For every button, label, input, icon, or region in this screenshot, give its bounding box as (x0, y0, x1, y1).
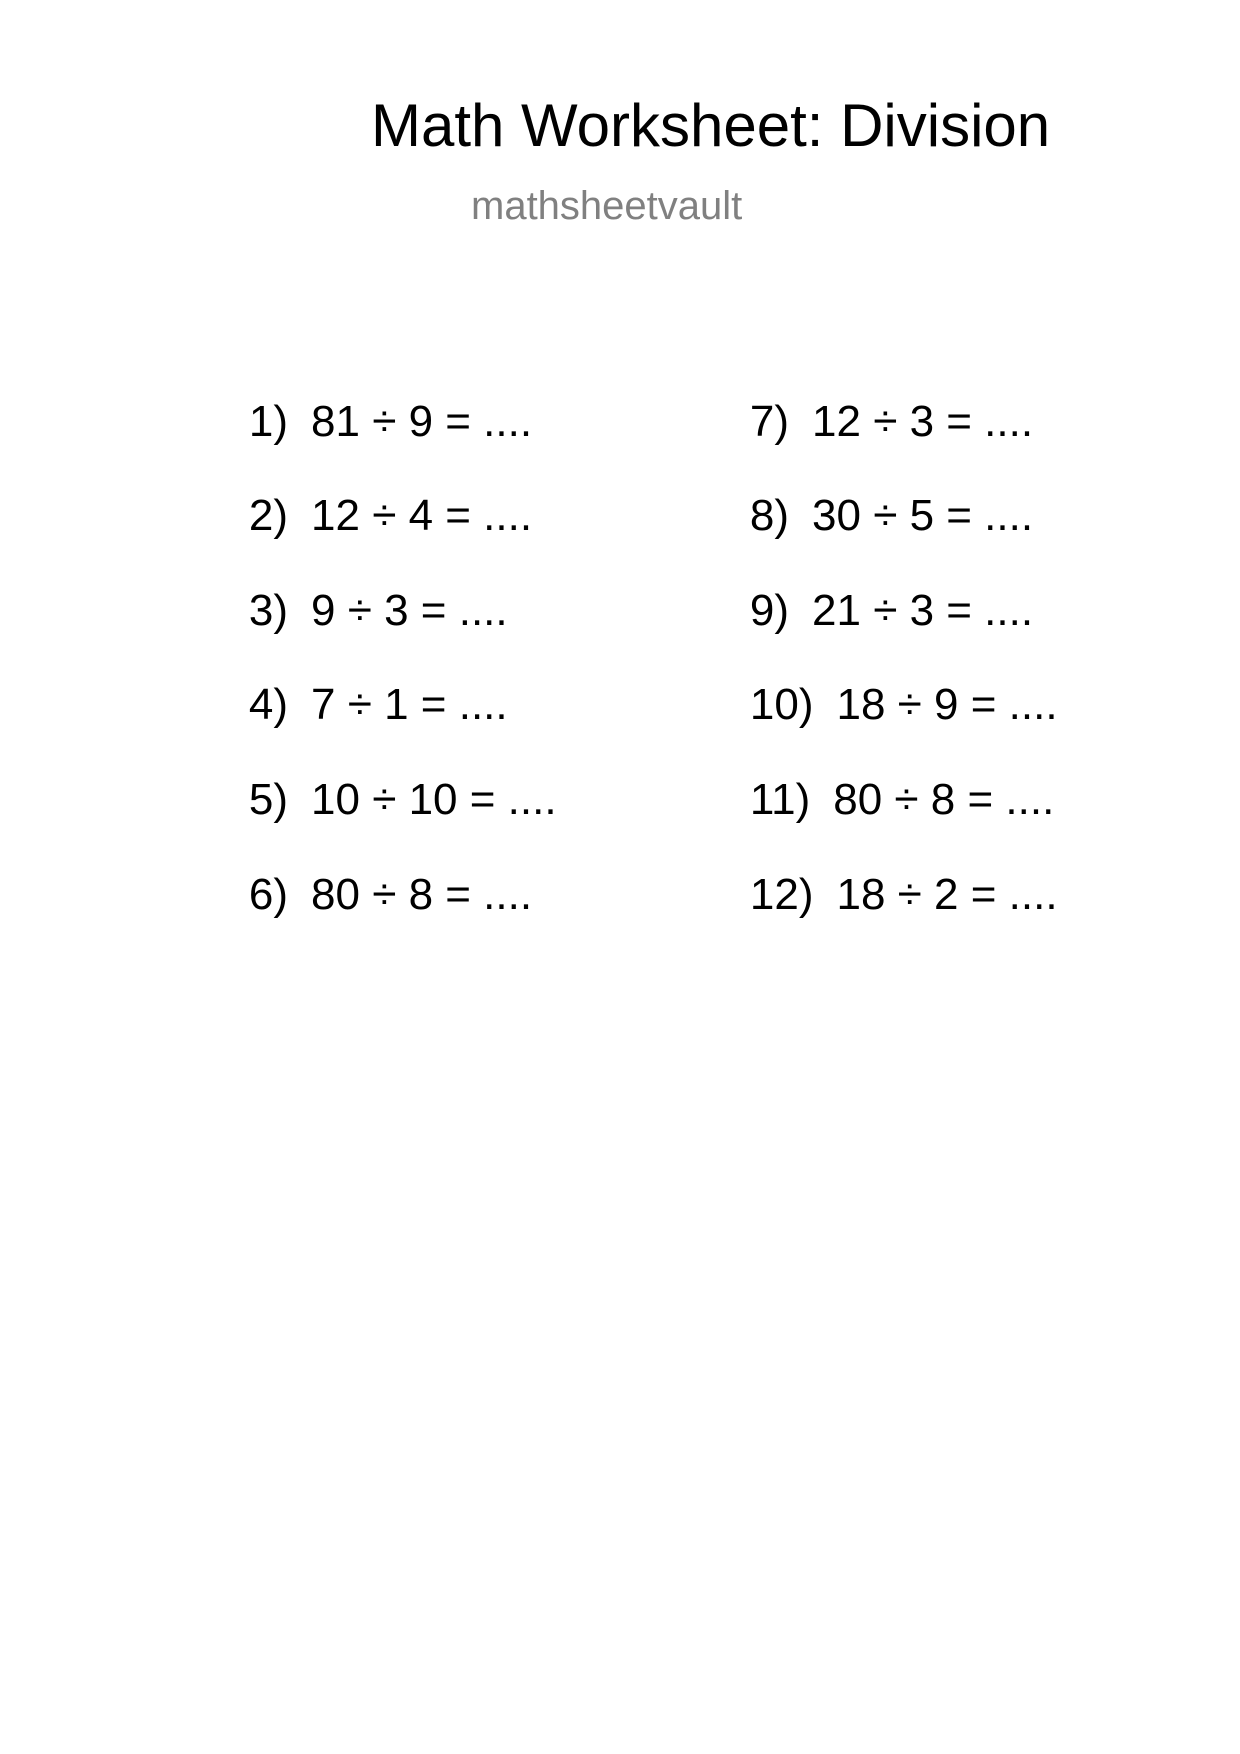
problem-item (200, 829, 532, 961)
problem-number: 11) (749, 775, 811, 824)
problem-number: 7) (749, 397, 790, 446)
problem-number: 1) (248, 397, 289, 446)
problem-expression: 7 ÷ 1 = .... (311, 680, 508, 729)
problem-expression: 21 ÷ 3 = .... (812, 586, 1034, 635)
problem-expression: 12 ÷ 4 = .... (311, 491, 533, 540)
problem-expression: 18 ÷ 9 = .... (836, 680, 1058, 729)
problem-number: 6) (248, 870, 289, 919)
problem-expression: 10 ÷ 10 = .... (311, 775, 557, 824)
problem-number: 10) (749, 680, 814, 729)
problem-expression: 81 ÷ 9 = .... (311, 397, 533, 446)
problem-expression: 9 ÷ 3 = .... (311, 586, 508, 635)
source-label: mathsheetvault (471, 184, 743, 228)
problem-expression: 18 ÷ 2 = .... (836, 870, 1058, 919)
problem-number: 9) (749, 586, 790, 635)
problem-number: 12) (749, 870, 814, 919)
problem-expression: 80 ÷ 8 = .... (311, 870, 533, 919)
problem-number: 8) (749, 491, 790, 540)
problem-expression: 80 ÷ 8 = .... (833, 775, 1055, 824)
problem-item (701, 829, 1058, 961)
problem-number: 5) (248, 775, 289, 824)
problem-expression: 30 ÷ 5 = .... (812, 491, 1034, 540)
problem-number: 4) (248, 680, 289, 729)
problem-number: 3) (248, 586, 289, 635)
page-title: Math Worksheet: Division (371, 92, 1051, 159)
problem-number: 2) (248, 491, 289, 540)
problem-expression: 12 ÷ 3 = .... (812, 397, 1034, 446)
